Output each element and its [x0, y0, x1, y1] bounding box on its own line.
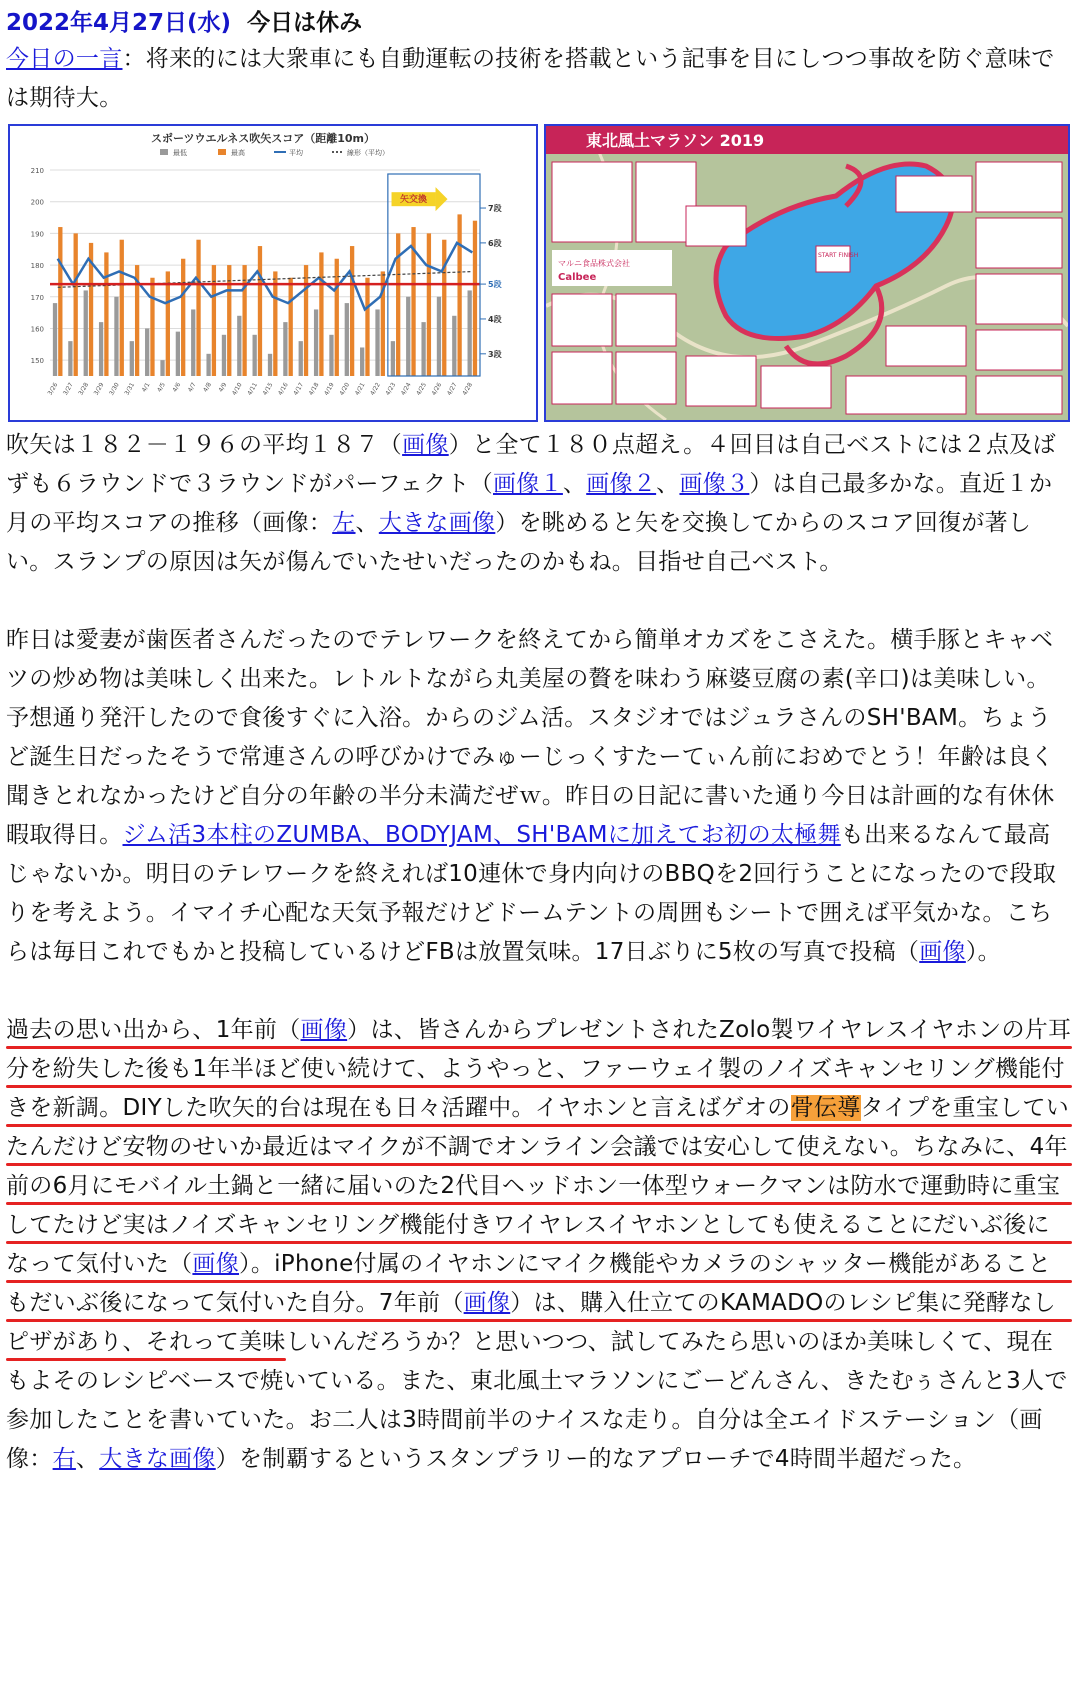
p1-link-image[interactable]: 画像	[402, 432, 449, 458]
x-tick-label: 4/1	[140, 381, 152, 394]
bar-max	[104, 252, 108, 376]
x-tick-label: 3/26	[46, 381, 60, 397]
map-start-label: START FINISH	[818, 252, 859, 259]
bar-min	[84, 290, 88, 376]
legend-label: 線形（平均）	[347, 149, 389, 157]
bar-max	[196, 240, 200, 376]
bar-min	[176, 332, 180, 376]
x-tick-label: 4/20	[338, 381, 352, 397]
bar-max	[365, 278, 369, 376]
bar-min	[68, 341, 72, 376]
today-word-link[interactable]: 今日の一言	[6, 46, 123, 72]
bar-min	[406, 297, 410, 376]
x-tick-label: 4/18	[307, 381, 321, 397]
x-tick-label: 3/30	[108, 381, 121, 397]
y-tick-label: 170	[30, 293, 44, 302]
paragraph-archery	[6, 426, 1072, 582]
x-tick-label: 4/19	[323, 381, 336, 397]
p3-link-walkman[interactable]: 画像	[192, 1251, 240, 1277]
bar-min	[268, 354, 272, 376]
p1-text-2: ）と全て１８０点超え。４回目は自己ベストには２点及ばずも６ラウンドで３ラウンドがパーフェクト（	[6, 432, 1056, 497]
bar-max	[258, 246, 262, 376]
p2-link-gym[interactable]: ジム活3本柱のZUMBA、BODYJAM、SH'BAMに加えてお初の太極舞	[122, 822, 841, 848]
red-underline	[6, 1280, 1072, 1283]
map-brand-2: Calbee	[558, 272, 597, 283]
x-tick-label: 4/7	[186, 381, 198, 394]
x-tick-label: 3/27	[61, 381, 75, 397]
p3-text-1: 過去の思い出から、1年前（	[6, 1017, 301, 1043]
bar-min	[160, 360, 164, 376]
p1-link-image2[interactable]: 画像２	[586, 471, 657, 497]
bar-min	[437, 297, 441, 376]
x-tick-label: 4/8	[202, 381, 213, 394]
p1-link-left[interactable]: 左	[332, 510, 356, 536]
marathon-map	[546, 126, 1068, 420]
dan-label: 6段	[488, 238, 502, 248]
x-tick-label: 4/15	[261, 381, 275, 397]
bar-min	[360, 347, 364, 376]
p3-text-3: タイプを重宝していたんだけど安物のせいか最近はマイクが不調でオンライン会議では安心して使えない。ちなみに、4年前の6月にモバイル土鍋と一緒に届いのた2代目ヘッドホン一体型ウォークマンは防水で運動時に重宝してたけど実はノイズキャンセリング機能付きワイヤレスイヤホンとしても使えることにだいぶ後になって気付いた（	[6, 1095, 1070, 1277]
bar-min	[391, 341, 395, 376]
image-row	[6, 124, 1072, 424]
bar-min	[145, 328, 149, 376]
bar-max	[74, 233, 78, 376]
score-chart-image[interactable]	[8, 124, 538, 422]
x-tick-label: 4/21	[353, 381, 367, 397]
bar-min	[114, 297, 118, 376]
p3-text-6: 、	[75, 1446, 100, 1472]
p1-link-image3[interactable]: 画像３	[679, 471, 750, 497]
bar-min	[452, 316, 456, 376]
intro-paragraph	[6, 40, 1072, 118]
red-underline	[6, 1241, 1072, 1244]
bar-max	[273, 271, 277, 376]
bar-min	[53, 303, 57, 376]
bar-min	[314, 309, 318, 376]
chart-title: スポーツウエルネス吹矢スコア（距離10m）	[151, 132, 375, 145]
p2-text-1: 昨日は愛妻が歯医者さんだったのでテレワークを終えてから簡単オカズをこさえた。横手豚とキャベツの炒め物は美味しく出来た。レトルトながら丸美屋の贅を味わう麻婆豆腐の素(辛口)は美味しい。予想通り発汗したので食後すぐに入浴。からのジム活。スタジオではジュラさんのSH'BAM。ちょうど誕生日だったそうで常連さんの呼びかけでみゅーじっくすたーてぃん前におめでとう！年齢は良く聞きとれなかったけど自分の年齢の半分未満だぜｗ。昨日の日記に書いた通り今日は計画的な有休休暇取得日。	[6, 627, 1055, 848]
x-tick-label: 4/27	[445, 381, 459, 397]
p1-text-7: ）を眺めると矢を交換してからのスコア回復が著しい。スランプの原因は矢が傷んでいたせいだったのかもね。目指せ自己ベスト。	[6, 510, 1032, 575]
bar-max	[350, 246, 354, 376]
bar-min	[253, 335, 257, 376]
bar-max	[242, 265, 246, 376]
p1-text-1: 吹矢は１８２－１９６の平均１８７（	[6, 432, 403, 458]
bar-max	[289, 278, 293, 376]
p1-text-4: 、	[656, 471, 680, 497]
p3-link-7years[interactable]: 画像	[463, 1290, 511, 1316]
bar-max	[457, 214, 461, 376]
bar-min	[191, 309, 195, 376]
annotation-label: 矢交換	[400, 195, 428, 206]
bar-min	[206, 354, 210, 376]
dan-label: 7段	[488, 204, 502, 214]
map-brand-1: マルニ食品株式会社	[558, 259, 630, 268]
bar-max	[319, 252, 323, 376]
x-tick-label: 4/25	[415, 381, 428, 397]
p1-link-large-image[interactable]: 大きな画像	[378, 510, 496, 536]
x-tick-label: 4/11	[246, 381, 260, 397]
map-title: 東北風土マラソン 2019	[586, 131, 765, 150]
x-tick-label: 4/5	[156, 381, 167, 394]
bar-min	[375, 309, 379, 376]
p3-text-5: ）は、購入仕立てのKAMADOのレシピ集に発酵なしピザがあり、それって美味しいんだろうか？と思いつつ、試してみたら思いのほか美味しくて、現在もよそのレシピベースで焼いている。また、東北風土マラソンにごーどんさん、きたむぅさんと3人で参加したことを書いていた。お二人は3時間前半のナイスな走り。自分は全エイドステーション（画像：	[6, 1290, 1068, 1472]
annotation-arrow-head	[436, 187, 448, 211]
red-underline	[6, 1319, 1072, 1322]
bar-max	[181, 259, 185, 376]
entry-subtitle: 今日は休み	[247, 10, 363, 36]
bar-min	[237, 316, 241, 376]
spacer	[6, 582, 1072, 621]
bar-min	[222, 335, 226, 376]
p3-link-1year[interactable]: 画像	[300, 1017, 348, 1043]
red-underline	[6, 1358, 286, 1361]
entry-title	[6, 6, 1072, 40]
x-tick-label: 3/28	[77, 381, 91, 397]
p3-text-7: ）を制覇するというスタンプラリー的なアプローチで4時間半超だった。	[215, 1446, 977, 1472]
red-underline	[6, 1163, 1072, 1166]
bone-conduction-highlight: 骨伝導	[790, 1095, 861, 1121]
paragraph-memories	[6, 1011, 1072, 1479]
dan-label: 4段	[488, 314, 502, 324]
bar-max	[58, 227, 62, 376]
y-tick-label: 150	[30, 357, 44, 366]
legend-swatch	[218, 149, 226, 155]
p3-text-4: ）。iPhone付属のイヤホンにマイク機能やカメラのシャッター機能があることもだいぶ後になって気付いた自分。7年前（	[6, 1251, 1052, 1316]
y-tick-label: 200	[30, 198, 44, 207]
legend-label: 最低	[173, 149, 187, 157]
bar-min	[299, 341, 303, 376]
diary-page	[6, 6, 1072, 1479]
bar-max	[427, 233, 431, 376]
y-tick-label: 180	[30, 262, 44, 271]
p1-text-6: 、	[355, 510, 379, 536]
red-underline	[6, 1046, 1072, 1049]
x-tick-label: 4/10	[230, 381, 244, 397]
x-tick-label: 4/26	[430, 381, 444, 397]
bar-min	[329, 335, 333, 376]
bar-min	[345, 303, 349, 376]
p1-text-3: 、	[562, 471, 587, 497]
x-tick-label: 4/22	[369, 381, 382, 397]
p2-link-image[interactable]: 画像	[919, 939, 966, 965]
marathon-map-image[interactable]	[544, 124, 1070, 422]
score-chart	[10, 126, 536, 420]
bar-min	[421, 322, 425, 376]
p2-text-2: も出来るなんて最高じゃないか。明日のテレワークを終えれば10連休で身内向けのBBQを2回行うことになったので段取りを考えよう。イマイチ心配な天気予報だけどドームテントの周囲もシートで囲えば平気かな。こちらは毎日これでもかと投稿しているけどFBは放置気味。17日ぶりに5枚の写真で投稿（	[6, 822, 1057, 965]
x-tick-label: 4/6	[171, 381, 183, 394]
intro-text: ：将来的には大衆車にも自動運転の技術を搭載という記事を目にしつつ事故を防ぐ意味では期待大。	[6, 46, 1055, 111]
bar-max	[304, 265, 308, 376]
dan-label: 5段	[488, 280, 502, 290]
p1-text-5: ）は自己最多かな。直近１か月の平均スコアの推移（画像：	[6, 471, 1053, 536]
bar-min	[130, 341, 134, 376]
bar-min	[468, 290, 472, 376]
entry-date: 2022年4月27日(水)	[6, 10, 232, 36]
legend-label: 平均	[289, 149, 303, 157]
p3-link-large-image[interactable]: 大きな画像	[99, 1446, 216, 1472]
y-tick-label: 190	[30, 230, 44, 239]
p3-link-right[interactable]: 右	[52, 1446, 76, 1472]
paragraph-yesterday	[6, 621, 1072, 972]
bar-max	[473, 221, 477, 376]
x-tick-label: 4/9	[217, 381, 229, 394]
legend-swatch	[160, 149, 168, 155]
bar-min	[283, 322, 287, 376]
x-tick-label: 4/17	[292, 381, 306, 397]
bar-max	[442, 240, 446, 376]
x-tick-label: 4/28	[461, 381, 475, 397]
x-tick-label: 3/29	[92, 381, 106, 397]
dan-label: 3段	[488, 349, 502, 359]
x-tick-label: 4/23	[384, 381, 398, 397]
p1-link-image1[interactable]: 画像１	[493, 471, 563, 497]
p3-text-2: ）は、皆さんからプレゼントされたZolo製ワイヤレスイヤホンの片耳分を紛失した後も1年半ほど使い続けて、ようやっと、ファーウェイ製のノイズキャンセリング機能付きを新調。DIYした吹矢的台は現在も日々活躍中。イヤホンと言えばゲオの	[6, 1017, 1072, 1121]
legend-label: 最高	[231, 149, 245, 157]
x-tick-label: 3/31	[123, 381, 137, 397]
bar-max	[150, 278, 154, 376]
bar-max	[120, 240, 124, 376]
bar-max	[227, 265, 231, 376]
x-tick-label: 4/16	[276, 381, 290, 397]
red-underline	[6, 1085, 1072, 1088]
memories-block	[6, 1011, 1072, 1479]
red-underline	[6, 1202, 1072, 1205]
spacer	[6, 972, 1072, 1011]
y-tick-label: 160	[30, 325, 44, 334]
y-tick-label: 210	[30, 167, 44, 175]
bar-min	[99, 322, 103, 376]
red-underline	[6, 1124, 1072, 1127]
p2-text-3: ）。	[965, 939, 1001, 965]
bar-max	[166, 271, 170, 376]
x-tick-label: 4/24	[399, 381, 413, 397]
